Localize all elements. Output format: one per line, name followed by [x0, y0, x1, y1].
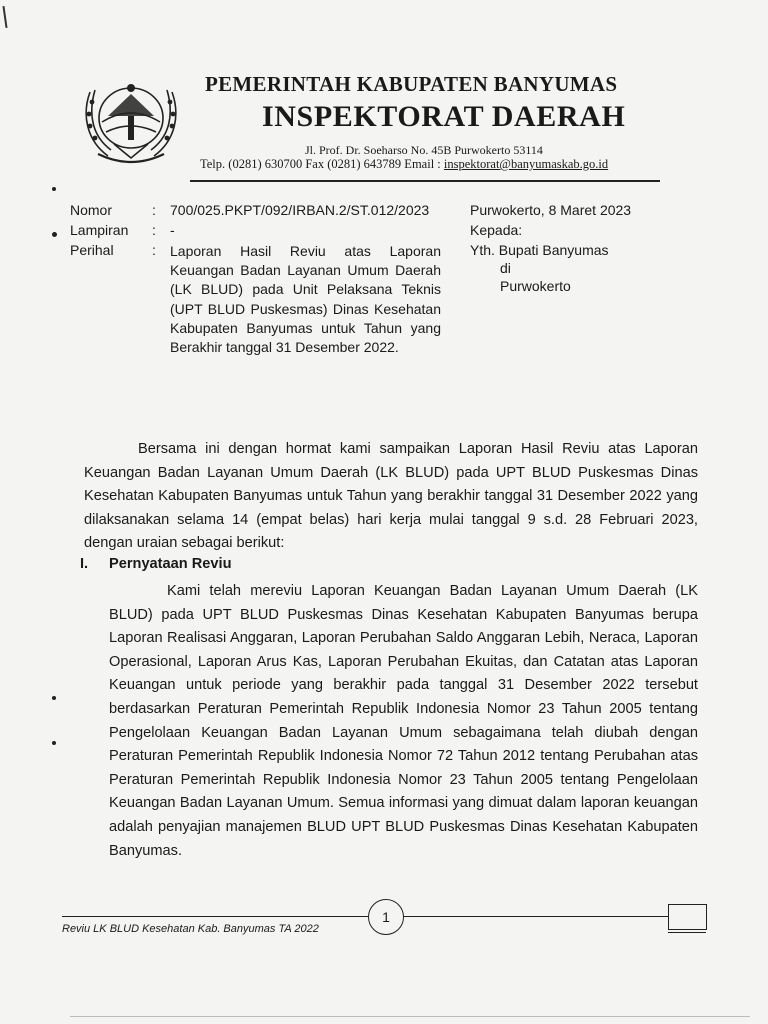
- margin-dot: [52, 741, 56, 745]
- lampiran-value: -: [170, 222, 175, 238]
- section-heading: [80, 556, 231, 572]
- footer-rule-right: [402, 916, 668, 917]
- government-name: PEMERINTAH KABUPATEN BANYUMAS: [205, 72, 618, 96]
- contact-line: [200, 157, 608, 172]
- banyumas-emblem-logo: [78, 74, 184, 166]
- margin-dot: [52, 232, 57, 237]
- intro-paragraph: Bersama ini dengan hormat kami sampaikan Laporan Hasil Reviu atas Laporan Keuangan Badan Layanan Umum Daerah (LK BLUD) pada UPT BLUD Puskesmas Dinas Kesehatan Kabupaten Banyumas untuk Tahun yang berakhir tanggal 31 Desember 2022 yang dilaksanakan selama 14 (empat belas) hari kerja mulai tanggal 9 s.d. 28 Februari 2023, dengan uraian sebagai berikut:: [84, 441, 698, 552]
- place-date: Purwokerto, 8 Maret 2023: [470, 202, 632, 218]
- margin-mark: [2, 6, 7, 28]
- recipient-city: Purwokerto: [500, 278, 571, 294]
- perihal-value: Laporan Hasil Reviu atas Laporan Keuangan Badan Layanan Umum Daerah (LK BLUD) pada Unit Pelaksana Teknis (UPT BLUD Puskesmas) Dinas Kesehatan Kabupaten Banyumas untuk Tahun yang Berakhir tanggal 31 Desember 2022.: [170, 243, 441, 356]
- kepada-label: Kepada:: [470, 222, 523, 238]
- page-box: [668, 904, 707, 930]
- nomor-colon: :: [152, 202, 156, 218]
- footer-text: Reviu LK BLUD Kesehatan Kab. Banyumas TA 2022: [62, 923, 319, 935]
- section-paragraph: Kami telah mereviu Laporan Keuangan Badan Layanan Umum Daerah (LK BLUD) pada UPT BLUD Puskesmas Dinas Kesehatan Kabupaten Banyumas berupa Laporan Realisasi Anggaran, Laporan Perubahan Saldo Anggaran Lebih, Neraca, Laporan Operasional, Laporan Arus Kas, Laporan Perubahan Ekuitas, dan Catatan atas Laporan Keuangan untuk periode yang berakhir pada tanggal 31 Desember 2022 tersebut berdasarkan Peraturan Pemerintah Republik Indonesia Nomor 23 Tahun 2005 tentang Pengelolaan Keuangan Badan Layanan Umum sebagaimana telah diubah dengan Peraturan Pemerintah Republik Indonesia Nomor 72 Tahun 2012 tentang Perubahan atas Peraturan Pemerintah Republik Indonesia Nomor 23 Tahun 2005 tentang Pengelolaan Keuangan Badan Layanan Umum. Semua informasi yang dimuat dalam laporan keuangan adalah penyajian manajemen BLUD UPT BLUD Puskesmas Dinas Kesehatan Kabupaten Banyumas.: [109, 583, 698, 859]
- office-name: INSPEKTORAT DAERAH: [262, 100, 626, 133]
- letterhead-rule: [190, 180, 660, 182]
- contact-phone-fax: Telp. (0281) 630700 Fax (0281) 643789 Email :: [200, 157, 444, 171]
- footer-rule-bottom: [668, 932, 706, 933]
- lampiran-label: Lampiran: [70, 222, 129, 238]
- scan-edge-line: [70, 1016, 750, 1017]
- recipient: Yth. Bupati Banyumas: [470, 242, 609, 258]
- footer-rule-left: [62, 916, 368, 917]
- contact-email: inspektorat@banyumaskab.go.id: [443, 157, 609, 171]
- nomor-label: Nomor: [70, 202, 113, 218]
- di-label: di: [500, 260, 511, 276]
- nomor-value: 700/025.PKPT/092/IRBAN.2/ST.012/2023: [170, 202, 430, 218]
- perihal-label: Perihal: [70, 242, 114, 258]
- office-address: Jl. Prof. Dr. Soeharso No. 45B Purwokerto 53114: [305, 143, 543, 157]
- margin-dot: [52, 187, 56, 191]
- lampiran-colon: :: [152, 222, 156, 238]
- section-title: Pernyataan Reviu: [109, 556, 232, 572]
- margin-dot: [52, 696, 56, 700]
- perihal-colon: :: [152, 242, 156, 258]
- section-number: I.: [80, 556, 89, 572]
- page-number: 1: [368, 899, 404, 935]
